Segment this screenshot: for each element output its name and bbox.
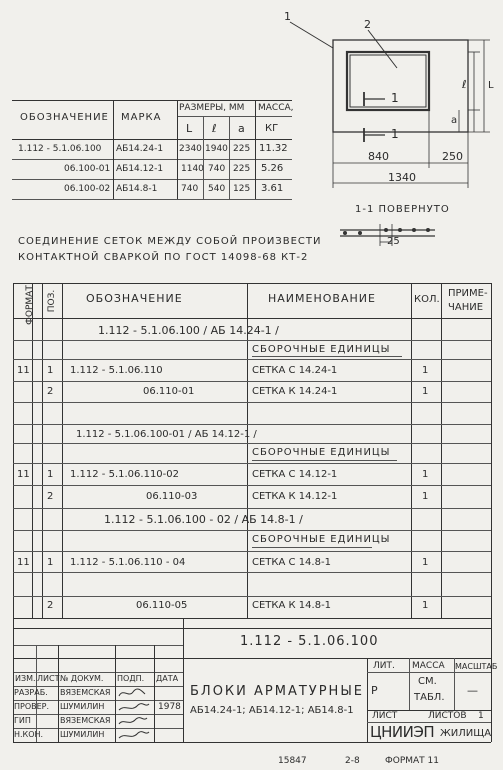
lit-value: Р [371, 684, 378, 697]
role-4: Н.КОН. [14, 730, 44, 739]
g1-row-1-fmt: 11 [17, 365, 30, 376]
mass-value-2: ТАБЛ. [414, 692, 445, 703]
g1-row-2-name: СЕТКА К 14.24-1 [252, 386, 338, 397]
spec-col-a: a [238, 122, 245, 135]
dim-l: ℓ [462, 78, 467, 91]
spec-row-1-a: 225 [233, 144, 251, 154]
spec-row-1-mark: АБ14.24-1 [116, 144, 164, 154]
spec-row-1-mass: 11.32 [259, 143, 288, 154]
g3-row-1-designation: 1.112 - 5.1.06.110 - 04 [70, 557, 186, 568]
lit-label: ЛИТ. [373, 661, 395, 671]
g1-row-1-pos: 1 [47, 365, 54, 376]
sheet-label: ЛИСТ [372, 711, 398, 721]
g3-row-2-qty: 1 [422, 600, 429, 611]
footer-left: 15847 [278, 756, 307, 766]
g1-row-2-designation: 06.110-01 [143, 386, 195, 397]
g3-row-2-designation: 06.110-05 [136, 600, 188, 611]
group-3-subtitle: СБОРОЧНЫЕ ЕДИНИЦЫ [252, 534, 391, 545]
role-4-name: ШУМИЛИН [60, 730, 105, 739]
section-mark-top: 1 [391, 91, 399, 105]
footer-format: ФОРМАТ 11 [385, 756, 439, 766]
role-2: ПРОВЕР. [14, 702, 50, 711]
g2-row-1-fmt: 11 [17, 469, 30, 480]
role-3: ГИП [14, 716, 31, 725]
g1-row-2-pos: 2 [47, 386, 54, 397]
g2-row-1-name: СЕТКА С 14.12-1 [252, 469, 338, 480]
g1-row-1-qty: 1 [422, 365, 429, 376]
callout-1: 1 [284, 10, 291, 23]
g3-row-1-name: СЕТКА С 14.8-1 [252, 557, 331, 568]
scale-value: — [467, 684, 478, 697]
role-1: РАЗРАБ. [14, 688, 48, 697]
spec-row-1-designation: 1.112 - 5.1.06.100 [18, 144, 102, 154]
hdr-doc: № ДОКУМ. [60, 674, 104, 683]
header-note-2: ЧАНИЕ [448, 302, 484, 313]
g2-row-1-designation: 1.112 - 5.1.06.110-02 [70, 469, 179, 480]
title-main: БЛОКИ АРМАТУРНЫЕ [190, 684, 365, 699]
dim-1340: 1340 [388, 171, 416, 184]
role-1-name: ВЯЗЕМСКАЯ [60, 688, 111, 697]
hdr-izm: ИЗМ. [15, 674, 36, 683]
spec-row-1-L: 2340 [179, 144, 202, 154]
spec-row-3-a: 125 [233, 184, 251, 194]
g2-row-2-designation: 06.110-03 [146, 491, 198, 502]
g3-row-1-qty: 1 [422, 557, 429, 568]
spec-col-l: ℓ [212, 122, 217, 135]
g3-row-2-pos: 2 [47, 600, 54, 611]
spec-row-3-mark: АБ14.8-1 [116, 184, 158, 194]
spec-header-mark: МАРКА [121, 112, 162, 123]
note-line-1: СОЕДИНЕНИЕ СЕТОК МЕЖДУ СОБОЙ ПРОИЗВЕСТИ [18, 236, 322, 247]
hdr-date: ДАТА [156, 674, 179, 683]
g2-row-2-pos: 2 [47, 491, 54, 502]
g2-row-2-qty: 1 [422, 491, 429, 502]
role-3-name: ВЯЗЕМСКАЯ [60, 716, 111, 725]
spec-row-3-L: 740 [181, 184, 199, 194]
footer-center: 2-8 [345, 756, 360, 766]
dim-L: L [488, 80, 494, 91]
g2-row-1-pos: 1 [47, 469, 54, 480]
title-sub: АБ14.24-1; АБ14.12-1; АБ14.8-1 [190, 705, 354, 716]
header-pos: ПОЗ. [47, 289, 58, 313]
signatures [115, 686, 154, 742]
g3-row-1-pos: 1 [47, 557, 54, 568]
hdr-sign: ПОДП. [117, 674, 145, 683]
spec-row-2-L: 1140 [181, 164, 204, 174]
header-designation: ОБОЗНАЧЕНИЕ [86, 292, 183, 305]
group-3-title: 1.112 - 5.1.06.100 - 02 / АБ 14.8-1 / [104, 513, 303, 526]
dim-250: 250 [442, 150, 463, 163]
sheets-value: 1 [478, 711, 484, 721]
year: 1978 [158, 702, 181, 712]
mass-value-1: СМ. [418, 676, 437, 687]
doc-code: 1.112 - 5.1.06.100 [240, 634, 379, 649]
scale-label: МАСШТАБ [455, 662, 498, 671]
group-2-subtitle: СБОРОЧНЫЕ ЕДИНИЦЫ [252, 447, 391, 458]
spec-row-3-mass: 3.61 [261, 183, 284, 194]
mass-label: МАССА [412, 661, 445, 671]
spec-header-mass: МАССА, [258, 103, 294, 113]
spec-row-2-mark: АБ14.12-1 [116, 164, 164, 174]
callout-2: 2 [364, 18, 371, 31]
hdr-list: ЛИСТ [37, 674, 60, 683]
dim-25: 25 [387, 236, 400, 247]
section-mark-bottom: 1 [391, 127, 399, 141]
spec-col-mass-unit: КГ [265, 123, 279, 134]
header-qty: КОЛ. [414, 294, 440, 305]
header-format: ФОРМАТ [24, 285, 35, 325]
spec-row-2-l: 740 [208, 164, 226, 174]
spec-row-2-designation: 06.100-01 [64, 164, 111, 174]
header-note-1: ПРИМЕ- [448, 288, 488, 299]
role-2-name: ШУМИЛИН [60, 702, 105, 711]
g3-row-1-fmt: 11 [17, 557, 30, 568]
dim-840: 840 [368, 150, 389, 163]
spec-row-3-l: 540 [208, 184, 226, 194]
g1-row-1-designation: 1.112 - 5.1.06.110 [70, 365, 163, 376]
header-name: НАИМЕНОВАНИЕ [268, 292, 376, 305]
org-name: ЦНИИЭП [370, 723, 435, 741]
group-2-title: 1.112 - 5.1.06.100-01 / АБ 14.12-1 / [76, 429, 257, 440]
g2-row-1-qty: 1 [422, 469, 429, 480]
dim-a: a [451, 115, 458, 126]
g1-row-2-qty: 1 [422, 386, 429, 397]
spec-col-L: L [186, 122, 193, 135]
org-suffix: ЖИЛИЩА [440, 728, 492, 739]
spec-header-sizes: РАЗМЕРЫ, ММ [179, 103, 245, 113]
spec-row-2-a: 225 [233, 164, 251, 174]
g3-row-2-name: СЕТКА К 14.8-1 [252, 600, 332, 611]
section-title: 1-1 ПОВЕРНУТО [355, 204, 450, 215]
spec-row-2-mass: 5.26 [261, 163, 284, 174]
spec-row-3-designation: 06.100-02 [64, 184, 111, 194]
spec-header-designation: ОБОЗНАЧЕНИЕ [20, 112, 109, 123]
g2-row-2-name: СЕТКА К 14.12-1 [252, 491, 338, 502]
sheets-label: ЛИСТОВ [428, 711, 467, 721]
note-line-2: КОНТАКТНОЙ СВАРКОЙ ПО ГОСТ 14098-68 КТ-2 [18, 252, 309, 263]
spec-row-1-l: 1940 [205, 144, 228, 154]
group-1-title: 1.112 - 5.1.06.100 / АБ 14.24-1 / [98, 324, 279, 337]
group-1-subtitle: СБОРОЧНЫЕ ЕДИНИЦЫ [252, 344, 391, 355]
g1-row-1-name: СЕТКА С 14.24-1 [252, 365, 338, 376]
